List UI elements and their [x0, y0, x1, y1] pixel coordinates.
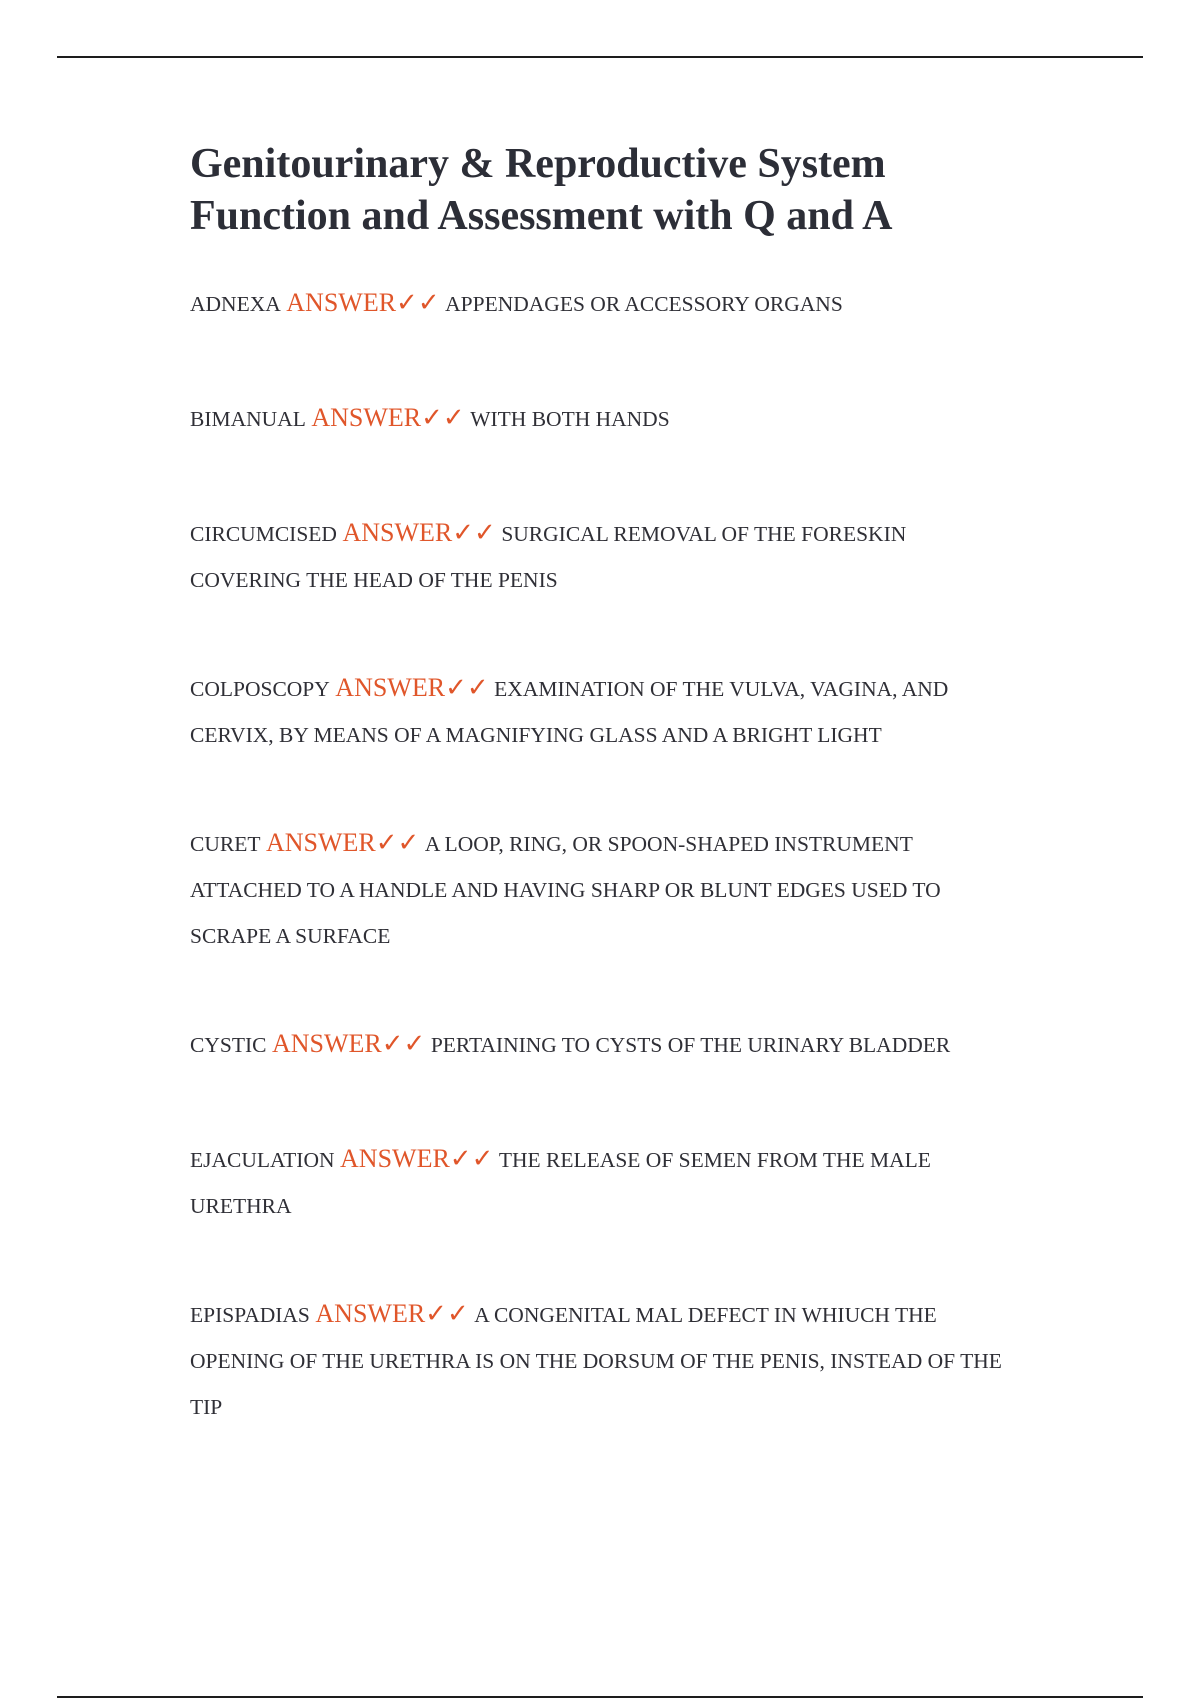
document-title: [190, 138, 1020, 242]
entry-definition: SURGICAL REMOVAL OF THE FORESKIN COVERING THE HEAD OF THE PENIS: [190, 522, 907, 592]
entry-circumcised: [190, 510, 1020, 603]
entry-term: ADNEXA: [190, 292, 281, 316]
entry-curet: [190, 820, 1020, 959]
entry-definition: THE RELEASE OF SEMEN FROM THE MALE URETHRA: [190, 1148, 931, 1218]
entry-definition: PERTAINING TO CYSTS OF THE URINARY BLADDER: [430, 1033, 951, 1057]
entry-definition: EXAMINATION OF THE VULVA, VAGINA, AND CERVIX, BY MEANS OF A MAGNIFYING GLASS AND A BRIGHT LIGHT: [190, 677, 949, 747]
entry-term: CYSTIC: [190, 1033, 267, 1057]
entry-adnexa: [190, 280, 1020, 327]
entry-colposcopy: [190, 665, 1020, 758]
title-line-1: Genitourinary & Reproductive System: [190, 141, 886, 187]
answer-marker: ANSWER✓✓: [286, 288, 440, 317]
answer-marker: ANSWER✓✓: [340, 1144, 494, 1173]
answer-marker: ANSWER✓✓: [315, 1299, 469, 1328]
entry-definition: A LOOP, RING, OR SPOON-SHAPED INSTRUMENT ATTACHED TO A HANDLE AND HAVING SHARP OR BLUNT EDGES USED TO SCRAPE A SURFACE: [190, 832, 941, 948]
bottom-rule: [57, 1696, 1143, 1698]
answer-marker: ANSWER✓✓: [265, 828, 420, 857]
entry-definition: A CONGENITAL MAL DEFECT IN WHIUCH THE OPENING OF THE URETHRA IS ON THE DORSUM OF THE PENIS, INSTEAD OF THE TIP: [190, 1303, 1002, 1419]
entry-term: EJACULATION: [190, 1148, 335, 1172]
entry-bimanual: [190, 395, 1020, 442]
top-rule: [57, 56, 1143, 58]
entry-ejaculation: [190, 1136, 1020, 1229]
answer-marker: ANSWER✓✓: [311, 403, 465, 432]
entry-term: EPISPADIAS: [190, 1303, 310, 1327]
entry-term: COLPOSCOPY: [190, 677, 330, 701]
entry-cystic: [190, 1021, 1020, 1068]
answer-marker: ANSWER✓✓: [335, 673, 489, 702]
entry-term: CURET: [190, 832, 261, 856]
entry-term: BIMANUAL: [190, 407, 306, 431]
entry-definition: APPENDAGES OR ACCESSORY ORGANS: [445, 292, 843, 316]
entry-epispadias: [190, 1291, 1020, 1430]
entry-definition: WITH BOTH HANDS: [470, 407, 670, 431]
document-body: [190, 138, 1020, 1430]
title-line-2: Function and Assessment with Q and A: [190, 193, 893, 239]
answer-marker: ANSWER✓✓: [342, 518, 496, 547]
entry-term: CIRCUMCISED: [190, 522, 337, 546]
answer-marker: ANSWER✓✓: [271, 1029, 426, 1058]
